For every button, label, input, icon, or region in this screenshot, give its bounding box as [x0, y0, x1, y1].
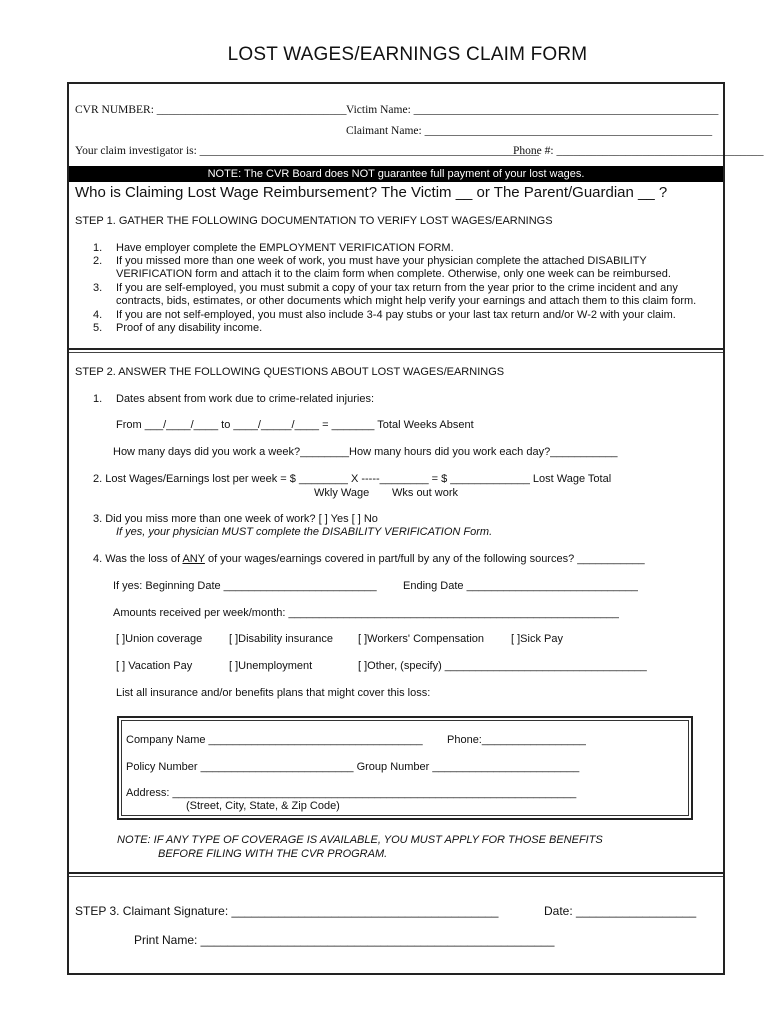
step1-item-num: 2.: [93, 255, 103, 267]
address-field[interactable]: Address: __________________________________________________________________: [126, 787, 577, 799]
q1-number: 1.: [93, 393, 103, 405]
claimant-signature-field[interactable]: STEP 3. Claimant Signature: ________________________________________: [75, 904, 499, 918]
cvr-number-field[interactable]: CVR NUMBER: _________________________________: [75, 104, 347, 116]
ending-date-field[interactable]: Ending Date ____________________________: [403, 580, 638, 592]
step1-item-text: If you missed more than one week of work, you must have your physician complete the attached DISABILITY: [116, 255, 647, 267]
step1-item-num: 5.: [93, 322, 103, 334]
who-claiming-question: Who is Claiming Lost Wage Reimbursement? The Victim __ or The Parent/Guardian __ ?: [75, 184, 668, 201]
amounts-received-field[interactable]: Amounts received per week/month: ______________________________________________________: [113, 607, 619, 619]
vacation-pay-checkbox[interactable]: [ ] Vacation Pay: [116, 660, 193, 672]
coverage-note: NOTE: IF ANY TYPE OF COVERAGE IS AVAILABLE, YOU MUST APPLY FOR THOSE BENEFITS: [117, 834, 603, 846]
step2-heading: STEP 2. ANSWER THE FOLLOWING QUESTIONS ABOUT LOST WAGES/EARNINGS: [75, 366, 505, 378]
form-title: LOST WAGES/EARNINGS CLAIM FORM: [227, 44, 588, 65]
section-divider: [69, 348, 723, 350]
dates-absent-field[interactable]: From ___/____/____ to ____/_____/____ = _______ Total Weeks Absent: [116, 419, 474, 431]
policy-group-field[interactable]: Policy Number _________________________ Group Number ________________________: [126, 761, 580, 773]
workers-comp-checkbox[interactable]: [ ]Workers' Compensation: [358, 633, 485, 645]
step1-item-num: 4.: [93, 309, 103, 321]
list-insurance-label: List all insurance and/or benefits plans that might cover this loss:: [116, 687, 431, 699]
lost-wages-field[interactable]: 2. Lost Wages/Earnings lost per week = $ ________ X -----________ = $ _____________ Lost Wage Total: [93, 473, 612, 485]
victim-name-field[interactable]: Victim Name: _____________________________________________________: [346, 104, 719, 116]
step1-item-text: contracts, bids, estimates, or other documents which might help verify your earnings and attach them to this claim form.: [116, 295, 697, 307]
section-divider: [69, 352, 723, 353]
signature-date-field[interactable]: Date: __________________: [544, 904, 697, 918]
disability-insurance-checkbox[interactable]: [ ]Disability insurance: [229, 633, 333, 645]
step1-item-num: 1.: [93, 242, 103, 254]
q3-missed-week[interactable]: 3. Did you miss more than one week of work? [ ] Yes [ ] No: [93, 513, 378, 525]
beginning-date-field[interactable]: If yes: Beginning Date _________________________: [113, 580, 377, 592]
phone-field[interactable]: Phone #: ____________________________________: [513, 145, 764, 157]
q3-note: If yes, your physician MUST complete the DISABILITY VERIFICATION Form.: [116, 526, 493, 538]
step1-item-text: If you are not self-employed, you must also include 3-4 pay stubs or your last tax return and/or W-2 with your claim.: [116, 309, 676, 321]
step1-item-text: Proof of any disability income.: [116, 322, 263, 334]
q4-text: 4. Was the loss of ANY of your wages/earnings covered in part/full by any of the following sources? ___________: [93, 553, 645, 565]
wks-out-label: Wks out work: [392, 487, 459, 499]
days-hours-field[interactable]: How many days did you work a week?________How many hours did you work each day?___________: [113, 446, 618, 458]
print-name-field[interactable]: Print Name: _____________________________________________________: [134, 933, 555, 947]
step1-item-text: Have employer complete the EMPLOYMENT VERIFICATION FORM.: [116, 242, 454, 254]
step1-item-text: VERIFICATION form and attach it to the claim form when complete. Otherwise, only one week can be reimbursed.: [116, 268, 671, 280]
step1-item-num: 3.: [93, 282, 103, 294]
section-divider: [69, 872, 723, 874]
company-phone-field[interactable]: Phone:_________________: [447, 734, 586, 746]
other-specify-checkbox[interactable]: [ ]Other, (specify) _________________________________: [358, 660, 647, 672]
claimant-name-field[interactable]: Claimant Name: __________________________________________________: [346, 125, 713, 137]
q1-text: Dates absent from work due to crime-related injuries:: [116, 393, 374, 405]
step1-heading: STEP 1. GATHER THE FOLLOWING DOCUMENTATION TO VERIFY LOST WAGES/EARNINGS: [75, 215, 553, 227]
company-name-field[interactable]: Company Name ___________________________________: [126, 734, 423, 746]
coverage-note-line2: BEFORE FILING WITH THE CVR PROGRAM.: [158, 848, 388, 860]
section-divider: [69, 876, 723, 877]
unemployment-checkbox[interactable]: [ ]Unemployment: [229, 660, 313, 672]
investigator-field[interactable]: Your claim investigator is: ___________________________________________________________: [75, 145, 539, 157]
wkly-wage-label: Wkly Wage: [314, 487, 370, 499]
payment-note-banner: NOTE: The CVR Board does NOT guarantee full payment of your lost wages.: [69, 166, 723, 182]
step1-item-text: If you are self-employed, you must submit a copy of your tax return from the year prior to the crime incident and any: [116, 282, 678, 294]
sick-pay-checkbox[interactable]: [ ]Sick Pay: [511, 633, 563, 645]
union-coverage-checkbox[interactable]: [ ]Union coverage: [116, 633, 203, 645]
address-hint: (Street, City, State, & Zip Code): [186, 800, 340, 812]
